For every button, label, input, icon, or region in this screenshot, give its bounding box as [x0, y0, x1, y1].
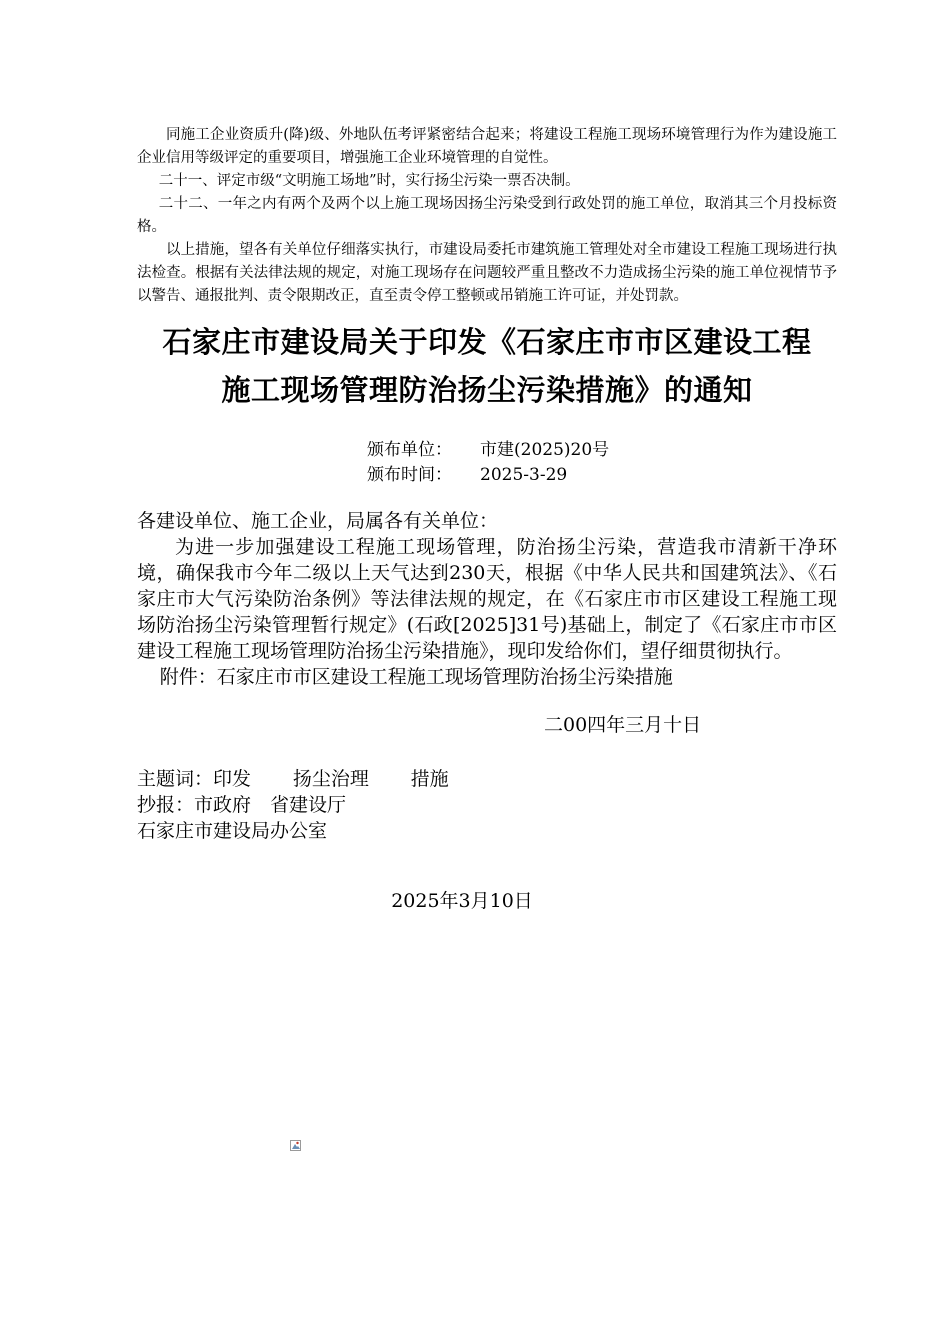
final-date: 2025年3月10日 [391, 890, 533, 912]
body-paragraph: 为进一步加强建设工程施工现场管理，防治扬尘污染，营造我市清新干净环境，确保我市今年二级以上天气达到230天，根据《中华人民共和国建筑法》、《石家庄市大气污染防治条例》等法律法规的规定，在《石家庄市市区建设工程施工现场防治扬尘污染管理暂行规定》(石政[2025]31号)基础上，制定了《石家庄市市区建设工程施工现场管理防治扬尘污染措施》，现印发给你们，望仔细贯彻执行。 [137, 536, 837, 662]
issuer-label: 颁布单位： [367, 440, 452, 460]
office-line: 石家庄市建设局办公室 [137, 820, 328, 842]
notice-title-line1: 石家庄市建设局关于印发《石家庄市市区建设工程 [162, 325, 812, 359]
cc-label: 抄报： [137, 794, 195, 816]
notice-title [137, 318, 837, 414]
keyword-1: 印发 [213, 768, 252, 790]
cc-2: 省建设厅 [270, 794, 347, 816]
document-footer [137, 766, 837, 844]
salutation: 各建设单位、施工企业，局属各有关单位： [137, 510, 499, 532]
cc-1: 市政府 [194, 794, 252, 816]
notice-meta [367, 438, 837, 488]
keywords-line [137, 766, 837, 792]
notice-title-line2: 施工现场管理防治扬尘污染措施》的通知 [221, 373, 753, 407]
attachment-line: 附件：石家庄市市区建设工程施工现场管理防治扬尘污染措施 [159, 666, 673, 688]
notice-body [137, 508, 837, 690]
issuer-row [367, 438, 837, 463]
image-icon [290, 1140, 301, 1151]
enforcement-paragraph: 以上措施，望各有关单位仔细落实执行，市建设局委托市建筑施工管理处对全市建设工程施工现场进行执法检查。根据有关法律法规的规定，对施工现场存在问题较严重且整改不力造成扬尘污染的施工单位视情节予以警告、通报批判、责令限期改正，直至责令停工整顿或吊销施工许可证，并处罚款。 [137, 242, 837, 304]
issue-date-row [367, 463, 837, 488]
cc-line [137, 792, 837, 818]
signing-date-cn: 二00四年三月十日 [544, 714, 702, 736]
item-22: 二十二、一年之内有两个及两个以上施工现场因扬尘污染受到行政处罚的施工单位，取消其三个月投标资格。 [137, 196, 837, 235]
intro-paragraph: 同施工企业资质升(降)级、外地队伍考评紧密结合起来；将建设工程施工现场环境管理行为作为建设施工企业信用等级评定的重要项目，增强施工企业环境管理的自觉性。 [137, 127, 837, 166]
item-21: 二十一、评定市级“文明施工场地”时，实行扬尘污染一票否决制。 [158, 173, 580, 189]
issuer-value: 市建(2025)20号 [480, 440, 610, 460]
keywords-label: 主题词： [137, 768, 214, 790]
issue-date-label: 颁布时间： [367, 465, 452, 485]
issue-date-value: 2025-3-29 [480, 465, 568, 485]
document-content [137, 124, 837, 914]
keyword-3: 措施 [410, 768, 449, 790]
keyword-2: 扬尘治理 [292, 768, 369, 790]
